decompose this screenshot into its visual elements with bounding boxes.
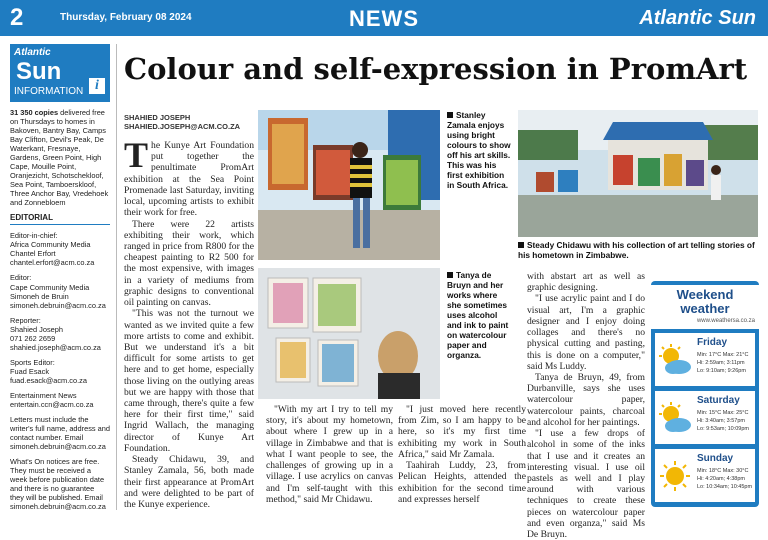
weather-day-sunday: [655, 449, 755, 502]
weather-header: [651, 285, 759, 329]
whats-on-policy: What's On notices are free. They must be received a week before publication date and there is no guarantee they will be published. Email simoneh.debruin@acm.co.za: [10, 457, 106, 512]
byline-email: SHAHIED.JOSEPH@ACM.CO.ZA: [124, 122, 241, 132]
editorial-block: Editor-in-chief: Africa Community Media Chantel Erfort chantel.erfort@acm.co.za: [10, 231, 95, 268]
logo-main-text: Sun: [16, 58, 62, 85]
byline: [124, 113, 240, 132]
body-paragraph: Tanya de Bruyn, 49, from Durbanville, says she uses watercolour paper, watercolour paints, charcoal and alcohol for her paintings.: [527, 371, 645, 428]
sun-icon: [657, 459, 693, 493]
sun-information-logo: [10, 44, 110, 102]
weekend-weather-box: [651, 281, 759, 507]
logo-top-text: Atlantic: [14, 47, 51, 58]
sun-cloud-icon: [657, 343, 693, 377]
weather-minmax: Min: 17°C Max: 21°C: [697, 352, 749, 358]
photo-steady-chidawu: [518, 110, 758, 237]
caption-bullet-icon: [518, 242, 524, 248]
weather-day-name: Saturday: [697, 395, 740, 406]
caption-bullet-icon: [447, 272, 453, 278]
caption-text: Stanley Zamala enjoys using bright colours to show off his art skills. This was his first exhibition in South Africa.: [447, 110, 511, 190]
editorial-heading: EDITORIAL: [10, 213, 110, 225]
body-paragraph: Taahirah Luddy, 23, from Pelican Heights, attended the exhibition for the second time and expresses herself: [398, 460, 526, 505]
article-column-3: [398, 404, 526, 510]
body-paragraph: "I use acrylic paint and I do visual art, I'm a graphic designer and I enjoy doing collages and there's no physical cutting and pasting, this is done on a computer," said Ms Luddy.: [527, 293, 645, 372]
sun-cloud-icon: [657, 401, 693, 435]
editorial-block: Reporter: Shahied Joseph 071 262 2659 shahied.joseph@acm.co.za: [10, 315, 101, 352]
column-divider: [116, 44, 117, 510]
logo-sub-text: INFORMATION: [14, 86, 84, 97]
delivery-areas: delivered free on Thursdays to homes in Bakoven, Bantry Bay, Camps Bay Clifton, Devil's Peak, De Waterkant, Fresnaye, Gardens, Green Point, High Cape, Mouille Point, Oranjezicht, Schotschekloof, Sea Point, Tamboerskloof, Three Anchor Bay, Vredehoek and Zonnebloem: [10, 108, 109, 208]
artist-with-paintings-image: [258, 110, 440, 260]
byline-name: SHAHIED JOSEPH: [124, 113, 191, 122]
body-paragraph: There were 22 artists exhibiting their work, which ranged in price from R800 for the cheapest painting to R2 500 for the most expensive, with images in a variety of mediums from graphic designs to conventional oil painting on canvas.: [124, 218, 254, 309]
masthead-brand: Atlantic Sun: [639, 7, 756, 29]
body-paragraph: "I just moved here recently from Zim, so I am happy to be here, so it's my first time exhibiting my work in South Africa," said Mr Zamala.: [398, 404, 526, 460]
weather-title-line1: Weekend: [676, 287, 734, 302]
page-number: 2: [10, 4, 24, 31]
weather-low-tide: Lo: 9:10am; 9:26pm: [697, 368, 746, 374]
caption-text: Steady Chidawu with his collection of art telling stories of his hometown in Zimbabwe.: [518, 240, 755, 260]
artist-with-watercolours-image: [258, 268, 440, 399]
letters-policy: Letters must include the writer's full name, address and contact number. Email simoneh.debruin@acm.co.za: [10, 414, 110, 451]
body-paragraph: Steady Chidawu, 39, and Stanley Zamala, 56, both made their first appearance at PromArt and were delighted to be part of the Kunye experience.: [124, 454, 254, 510]
photo-caption-stanley: [447, 111, 513, 191]
issue-date: Thursday, February 08 2024: [60, 12, 192, 23]
body-paragraph: "This was not the turnout we wanted as we invited quite a few more artists to come and exhibit. But we understand it's a bit difficult for some artists to get here and to get home, especially those living on the outlying areas but we are happy with those that came through, there's quite a few here for their first time," said Ingrid Wallach, the managing director of Kunye Art Foundation.: [124, 308, 254, 454]
editorial-block: Editor: Cape Community Media Simoneh de Bruin simoneh.debruin@acm.co.za: [10, 273, 106, 310]
caption-text: Tanya de Bruyn and her works where she sometimes uses alcohol and ink to paint on watercolour paper and organza.: [447, 270, 509, 360]
editorial-block: Entertainment News entertain.ccn@acm.co.za: [10, 390, 94, 409]
weather-site: www.weathersa.co.za: [696, 318, 755, 324]
section-title: NEWS: [349, 6, 419, 31]
page-header: [0, 0, 768, 36]
article-column-4: [527, 271, 645, 540]
weather-minmax: Min: 18°C Max: 30°C: [697, 468, 749, 474]
weather-day-name: Sunday: [697, 453, 734, 464]
article-headline: Colour and self-expression in PromArt: [124, 52, 748, 86]
weather-day-saturday: [655, 391, 755, 444]
photo-tanya-de-bruyn: [258, 268, 440, 399]
weather-high-tide: Hi: 3:40am; 3:57pm: [697, 418, 745, 424]
art-stall-image: [518, 110, 758, 237]
weather-day-friday: [655, 333, 755, 386]
drop-cap: T: [124, 135, 149, 175]
weather-high-tide: Hi: 2:59am; 3:11pm: [697, 360, 745, 366]
article-column-2: [266, 404, 393, 510]
lead-paragraph: he Kunye Art Foundation put together the penultimate PromArt exhibition at the Sea Point Promenade last Saturday, inviting local, upcoming artists to exhibit their work for free.: [124, 140, 254, 219]
editorial-block: Sports Editor: Fuad Esack fuad.esack@acm.co.za: [10, 357, 87, 385]
body-paragraph: "I use a few drops of alcohol in some of the inks that I use and it creates an interesting visual. I use oil pastels as well and I play around with various techniques to create these pieces on watercolour paper and even organza," said Ms De Bruyn.: [527, 428, 645, 540]
photo-stanley-zamala: [258, 110, 440, 260]
article-column-1: [124, 135, 254, 510]
weather-low-tide: Lo: 9:53am; 10:09pm: [697, 426, 749, 432]
weather-high-tide: Hi: 4:20am; 4:38pm: [697, 476, 745, 482]
info-icon: i: [89, 78, 105, 94]
photo-caption-steady: [518, 241, 758, 261]
body-paragraph: with abstart art as well as graphic designing.: [527, 271, 645, 294]
weather-title-line2: weather: [680, 301, 730, 316]
body-paragraph: "With my art I try to tell my story, it's about my hometown, about where I grew up in a village in Zimbabwe and that is what I want people to see, the challenges of growing up in a village. I use acrylics on canvas and I'm self-taught with this method," said Mr Chidawu.: [266, 404, 393, 505]
circulation-note: [10, 108, 110, 207]
weather-minmax: Min: 15°C Max: 25°C: [697, 410, 749, 416]
weather-low-tide: Lo: 10:34am; 10:45pm: [697, 484, 753, 490]
photo-caption-tanya: [447, 271, 513, 361]
info-sidebar: [10, 44, 110, 510]
weather-day-name: Friday: [697, 337, 728, 348]
copies-count: 31 350 copies: [10, 108, 59, 117]
caption-bullet-icon: [447, 112, 453, 118]
